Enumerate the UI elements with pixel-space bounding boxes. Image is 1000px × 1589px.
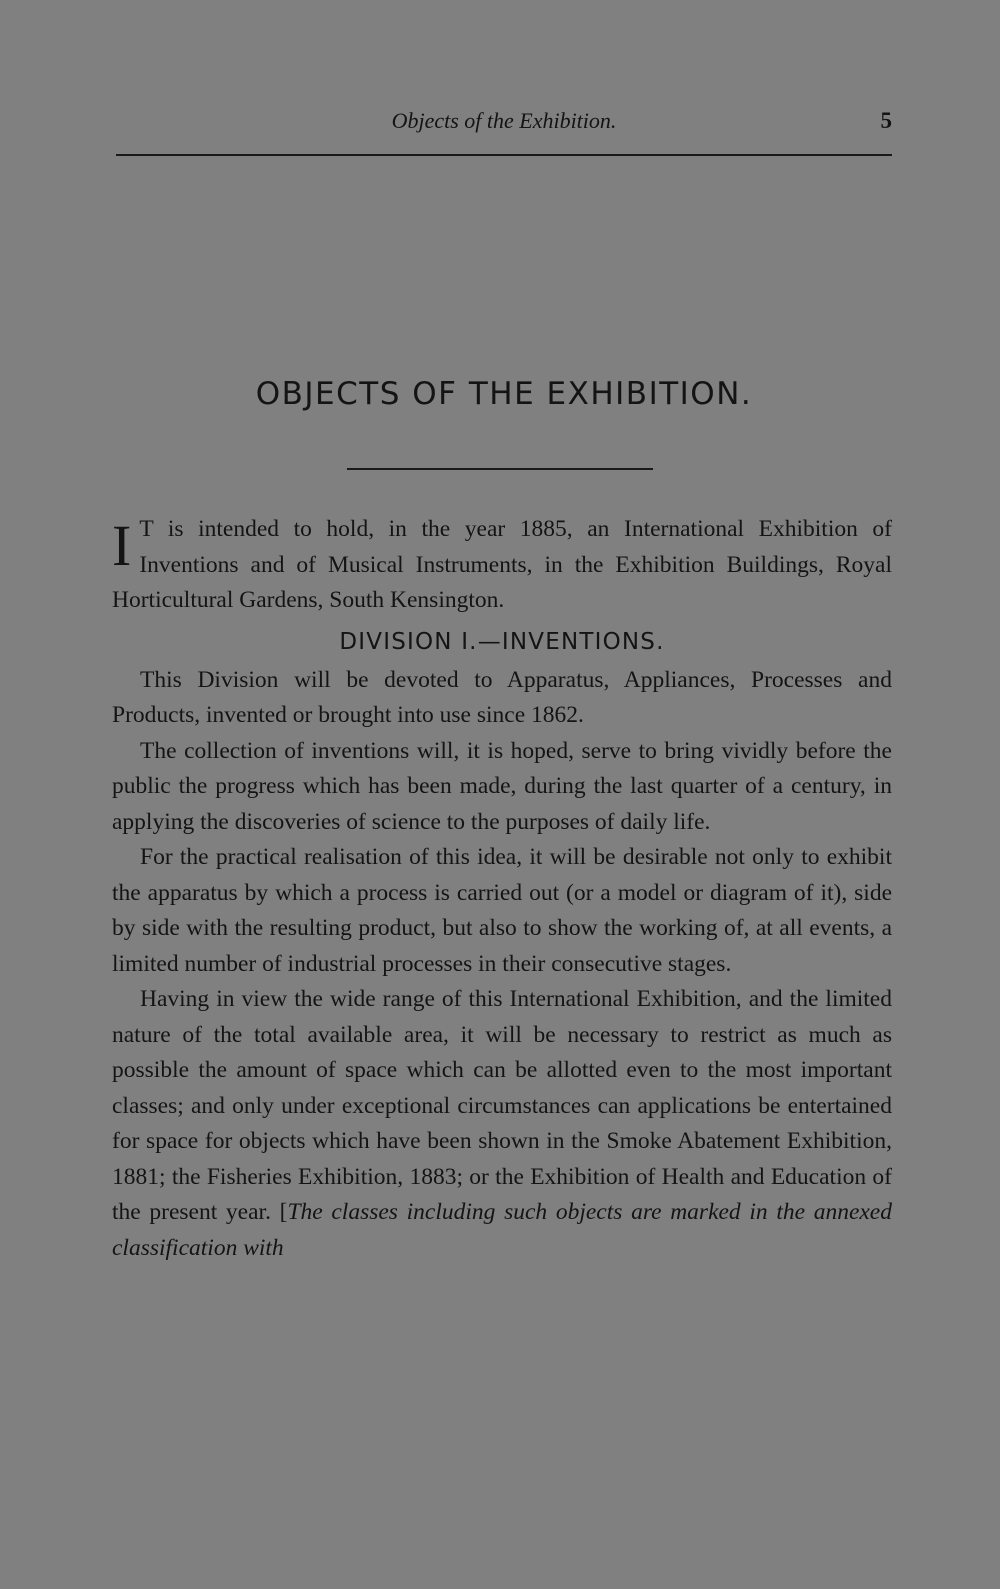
- running-title: Objects of the Exhibition.: [391, 108, 617, 133]
- last-paragraph-text: Having in view the wide range of this International Exhibition, and the limited nature of the total available area, it will be necessary to restrict as much as possible the amount of space which can be allotted even to the most important classes; and only under exceptional circumstances can applications be entertained for space for objects which have been shown in the Smoke Abatement Exhibition, 1881; the Fisheries Exhibition, 1883; or the Exhibition of Health and Education of the present year. [: [112, 986, 892, 1225]
- body-text: [112, 512, 892, 1266]
- page-number: 5: [880, 108, 892, 133]
- last-paragraph: [112, 982, 892, 1266]
- paragraph: This Division will be devoted to Apparatus, Appliances, Processes and Products, invented or brought into use since 1862.: [112, 666, 892, 728]
- intro-paragraph: [112, 512, 892, 619]
- chapter-title: OBJECTS OF THE EXHIBITION.: [255, 376, 753, 412]
- header-rule: [116, 154, 892, 156]
- paragraph: The collection of inventions will, it is hoped, serve to bring vividly before the public the progress which has been made, during the last quarter of a century, in applying the discoveries of science to the purposes of daily life.: [112, 737, 892, 835]
- paragraph: For the practical realisation of this idea, it will be desirable not only to exhibit the apparatus by which a process is carried out (or a model or diagram of it), side by side with the resulting product, but also to show the working of, at all events, a limited number of industrial processes in their consecutive stages.: [112, 844, 892, 977]
- drop-cap: I: [112, 513, 132, 578]
- division-heading: DIVISION I.—INVENTIONS.: [339, 628, 665, 655]
- italic-note: The classes including such objects are marked in the annexed classification with: [112, 1199, 892, 1261]
- running-head: [116, 108, 892, 142]
- title-rule: [347, 468, 653, 470]
- intro-text: T is intended to hold, in the year 1885, an International Exhibition of Inventions and of Musical Instruments, in the Exhibition Buildings, Royal Horticultural Gardens, South Kensington.: [112, 516, 892, 613]
